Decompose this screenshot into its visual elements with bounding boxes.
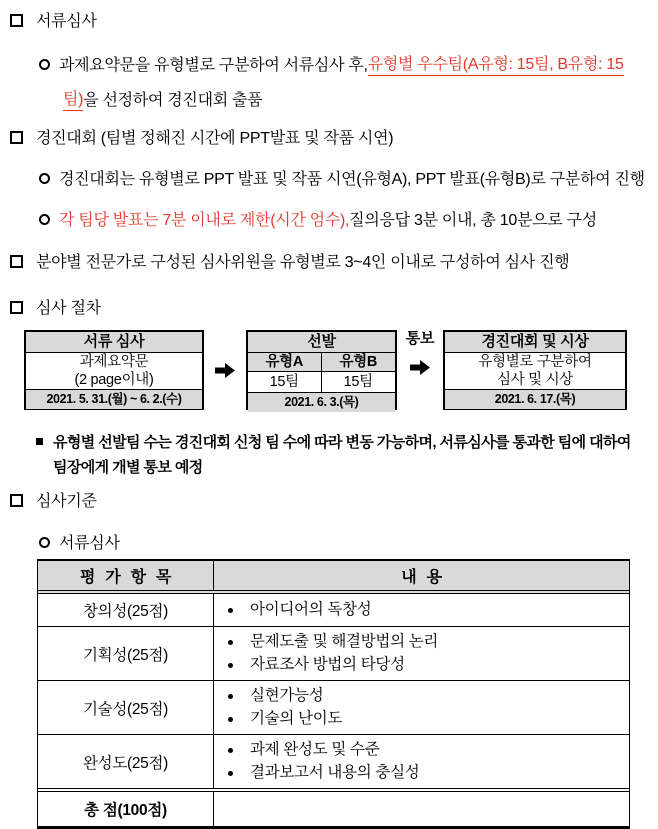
row-label: 완성도(25점) xyxy=(38,735,214,788)
list-item xyxy=(228,763,629,783)
flow-box-date: 2021. 6. 3.(목) xyxy=(248,392,395,412)
list-item-text: 결과보고서 내용의 충실성 xyxy=(250,764,420,781)
list-item-text: 실현가능성 xyxy=(250,687,324,704)
section-title-text: 분야별 전문가로 구성된 심사위원을 유형별로 3~4인 이내로 구성하여 심사 진행 xyxy=(36,254,570,271)
contest-item1 xyxy=(0,166,658,189)
flow-box-body-line: (2 page이내) xyxy=(74,372,154,388)
section-title-criteria xyxy=(0,488,658,511)
contest-item2-highlight: 각 팀당 발표는 7분 이내로 제한(시간 엄수), xyxy=(59,212,350,229)
note-text-line1: 유형별 선발팀 수는 경진대회 신청 팀 수에 따라 변동 가능하며, 서류심사를 통과한 팀에 대하여 xyxy=(53,434,631,451)
row-content xyxy=(214,735,629,788)
bullet-dot-icon xyxy=(228,663,233,668)
row-content xyxy=(214,594,629,626)
arrow-right-icon xyxy=(215,363,235,378)
flow-box-body-line: 과제요약문 xyxy=(79,354,149,370)
procedure-note xyxy=(0,430,658,455)
table-col1-header: 평 가 항 목 xyxy=(38,561,214,590)
flow-box-type-header-row xyxy=(248,353,395,372)
flow-box-type-value-row xyxy=(248,372,395,392)
bullet-dot-icon xyxy=(228,640,233,645)
list-item-text: 아이디어의 독창성 xyxy=(250,601,372,618)
flow-box-header: 선발 xyxy=(248,332,395,353)
list-item-text: 과제 완성도 및 수준 xyxy=(250,741,380,758)
review-item-highlight-cont: 팀) xyxy=(63,86,83,111)
checkbox-bullet-icon xyxy=(10,255,23,268)
section-title-text: 심사기준 xyxy=(36,493,97,510)
row-content xyxy=(214,627,629,680)
contest-item2-text: 질의응답 3분 이내, 총 10분으로 구성 xyxy=(349,212,597,229)
criteria-table xyxy=(37,559,630,829)
section-title-text: 서류심사 xyxy=(36,13,97,30)
section-title-procedure xyxy=(0,295,658,318)
flow-box-contest-award xyxy=(443,330,627,410)
flow-box-date: 2021. 6. 17.(목) xyxy=(445,389,625,409)
bullet-dot-icon xyxy=(228,608,233,613)
row-content xyxy=(214,681,629,734)
review-item-text-cont: 을 선정하여 경진대회 출품 xyxy=(83,92,263,109)
checkbox-bullet-icon xyxy=(10,494,23,507)
table-header-row xyxy=(38,561,629,594)
section-title-text: 경진대회 (팀별 정해진 시간에 PPT발표 및 작품 시연) xyxy=(36,130,394,147)
row-label: 기획성(25점) xyxy=(38,627,214,680)
flow-box-body-line: 심사 및 시상 xyxy=(497,372,573,388)
contest-item2 xyxy=(0,207,658,230)
circle-bullet-icon xyxy=(39,214,50,225)
bullet-dot-icon xyxy=(228,748,233,753)
table-col2-header: 내 용 xyxy=(401,569,442,586)
list-item xyxy=(228,632,629,652)
notify-label: 통보 xyxy=(405,330,435,347)
flow-box-header: 서류 심사 xyxy=(26,332,202,353)
list-item-text: 문제도출 및 해결방법의 논리 xyxy=(250,633,439,650)
circle-bullet-icon xyxy=(39,173,50,184)
bullet-dot-icon xyxy=(228,717,233,722)
flow-box-header: 경진대회 및 시상 xyxy=(445,332,625,353)
section-title-text: 심사 절차 xyxy=(36,300,101,317)
circle-bullet-icon xyxy=(39,537,50,548)
bullet-dot-icon xyxy=(228,694,233,699)
table-row xyxy=(38,627,629,681)
table-row xyxy=(38,735,629,792)
type-a-header: 유형A xyxy=(248,353,322,371)
criteria-subtitle-text: 서류심사 xyxy=(59,535,120,552)
type-a-value: 15팀 xyxy=(248,372,322,392)
table-row xyxy=(38,681,629,735)
flow-box-document-review xyxy=(24,330,204,410)
total-row-content xyxy=(214,792,629,826)
list-item xyxy=(228,655,629,675)
contest-item1-text: 경진대회는 유형별로 PPT 발표 및 작품 시연(유형A), PPT 발표(유형B)로 구분하여 진행 xyxy=(59,171,645,188)
checkbox-bullet-icon xyxy=(10,131,23,144)
table-row xyxy=(38,594,629,627)
list-item xyxy=(228,740,629,760)
section-title-contest xyxy=(0,125,658,148)
row-label: 기술성(25점) xyxy=(38,681,214,734)
section-title-judges xyxy=(0,249,658,272)
review-item-line1 xyxy=(0,51,658,76)
table-total-row xyxy=(38,792,629,826)
row-label: 창의성(25점) xyxy=(38,594,214,626)
square-bullet-icon xyxy=(36,438,43,445)
type-b-header: 유형B xyxy=(339,354,378,370)
procedure-flow-diagram xyxy=(24,330,658,410)
flow-arrow-1 xyxy=(204,330,246,410)
review-item-text: 과제요약문을 유형별로 구분하여 서류심사 후, xyxy=(59,57,368,74)
checkbox-bullet-icon xyxy=(10,14,23,27)
checkbox-bullet-icon xyxy=(10,301,23,314)
review-item-line2 xyxy=(0,86,658,111)
type-b-value: 15팀 xyxy=(343,374,373,390)
flow-box-body-line: 유형별로 구분하여 xyxy=(478,354,592,370)
arrow-right-icon xyxy=(410,360,430,375)
list-item-text: 자료조사 방법의 타당성 xyxy=(250,656,405,673)
total-row-label: 총 점(100점) xyxy=(38,792,214,826)
flow-arrow-2 xyxy=(397,330,443,410)
list-item xyxy=(228,709,629,729)
review-item-highlight: 유형별 우수팀(A유형: 15팀, B유형: 15 xyxy=(368,51,624,76)
flow-box-date: 2021. 5. 31.(월) ~ 6. 2.(수) xyxy=(26,389,202,409)
bullet-dot-icon xyxy=(228,771,233,776)
list-item-text: 기술의 난이도 xyxy=(250,710,343,727)
flow-box-selection xyxy=(246,330,397,410)
list-item xyxy=(228,686,629,706)
circle-bullet-icon xyxy=(39,59,50,70)
criteria-subtitle xyxy=(0,530,658,553)
note-text-line2: 팀장에게 개별 통보 예정 xyxy=(53,459,203,476)
list-item xyxy=(228,600,629,620)
section-title-review xyxy=(0,8,658,31)
